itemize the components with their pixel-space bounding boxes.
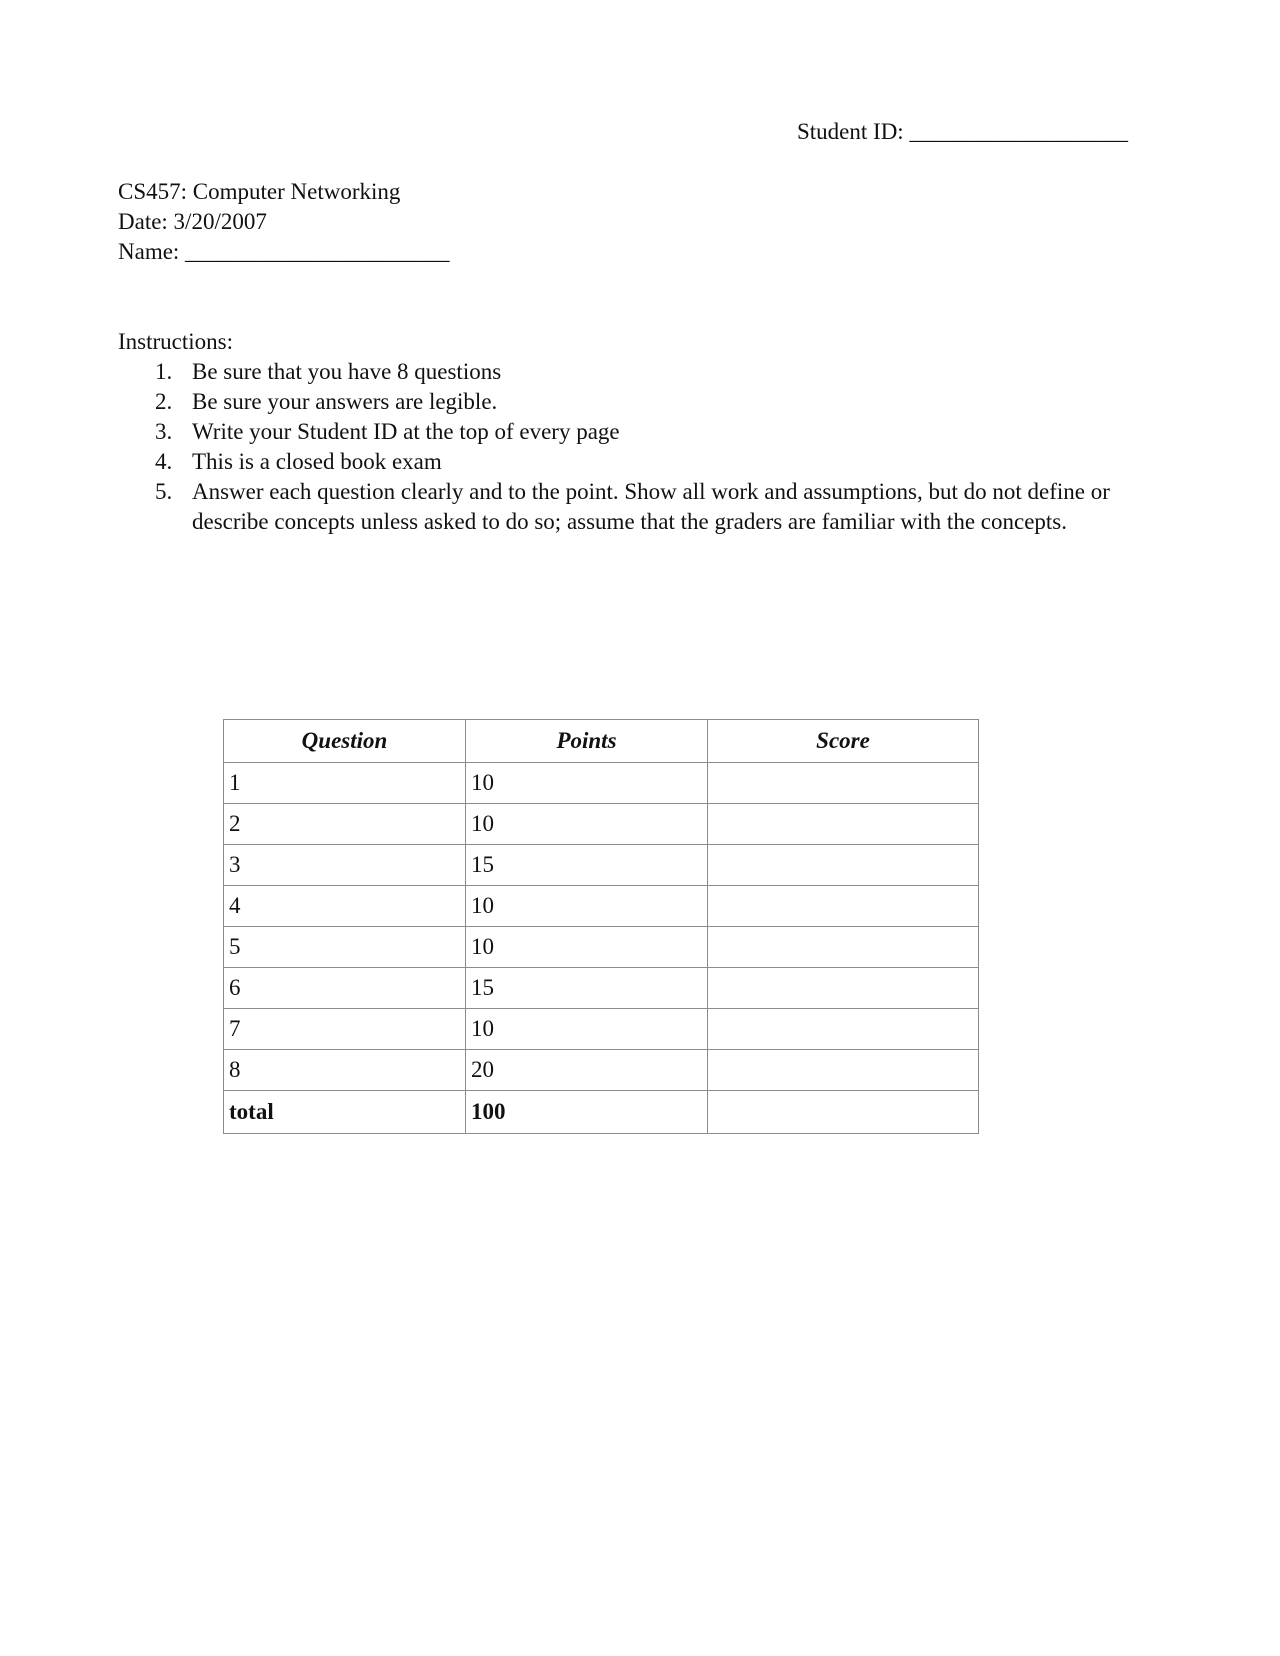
instruction-number: 5. [155, 479, 173, 504]
table-row [224, 1050, 979, 1091]
exam-date: Date: 3/20/2007 [118, 209, 267, 234]
instruction-number: 1. [155, 359, 173, 384]
instruction-item [118, 417, 1158, 447]
table-row [224, 1009, 979, 1050]
points-cell: 15 [466, 845, 708, 886]
instruction-text: Write your Student ID at the top of every page [192, 419, 620, 444]
name-field: Name: _______________________ [118, 239, 450, 264]
column-header-points: Points [466, 720, 708, 763]
instruction-text: Be sure that you have 8 questions [192, 359, 502, 384]
points-cell: 20 [466, 1050, 708, 1091]
score-table [223, 719, 979, 1134]
instructions-section [118, 327, 1158, 537]
total-label-cell: total [224, 1091, 466, 1134]
instruction-item [118, 447, 1158, 477]
table-row [224, 845, 979, 886]
question-cell: 7 [224, 1009, 466, 1050]
column-header-question: Question [224, 720, 466, 763]
student-id-field: Student ID: ___________________ [797, 119, 1128, 144]
instruction-text: Be sure your answers are legible. [192, 389, 498, 414]
question-cell: 3 [224, 845, 466, 886]
score-cell [708, 1050, 979, 1091]
instructions-title: Instructions: [118, 329, 233, 354]
question-cell: 8 [224, 1050, 466, 1091]
total-score-cell [708, 1091, 979, 1134]
question-cell: 1 [224, 763, 466, 804]
table-row [224, 886, 979, 927]
instruction-item [118, 357, 1158, 387]
table-row [224, 927, 979, 968]
points-cell: 15 [466, 968, 708, 1009]
points-cell: 10 [466, 927, 708, 968]
instruction-item [118, 477, 1158, 537]
exam-header [118, 177, 450, 267]
instruction-number: 2. [155, 389, 173, 414]
column-header-score: Score [708, 720, 979, 763]
score-cell [708, 1009, 979, 1050]
table-header-row [224, 720, 979, 763]
score-cell [708, 927, 979, 968]
course-title: CS457: Computer Networking [118, 179, 401, 204]
score-cell [708, 763, 979, 804]
question-cell: 4 [224, 886, 466, 927]
question-cell: 5 [224, 927, 466, 968]
instruction-number: 4. [155, 449, 173, 474]
instructions-list [118, 357, 1158, 537]
score-cell [708, 886, 979, 927]
score-cell [708, 968, 979, 1009]
total-row [224, 1091, 979, 1134]
table-row [224, 804, 979, 845]
score-cell [708, 845, 979, 886]
instruction-text: Answer each question clearly and to the point. Show all work and assumptions, but do not define or describe concepts unless asked to do so; assume that the graders are familiar with the concepts. [192, 479, 1110, 534]
points-cell: 10 [466, 1009, 708, 1050]
question-cell: 2 [224, 804, 466, 845]
question-cell: 6 [224, 968, 466, 1009]
total-points-cell: 100 [466, 1091, 708, 1134]
points-cell: 10 [466, 886, 708, 927]
score-cell [708, 804, 979, 845]
instruction-item [118, 387, 1158, 417]
table-row [224, 968, 979, 1009]
points-cell: 10 [466, 763, 708, 804]
points-cell: 10 [466, 804, 708, 845]
table-row [224, 763, 979, 804]
instruction-text: This is a closed book exam [192, 449, 442, 474]
instruction-number: 3. [155, 419, 173, 444]
